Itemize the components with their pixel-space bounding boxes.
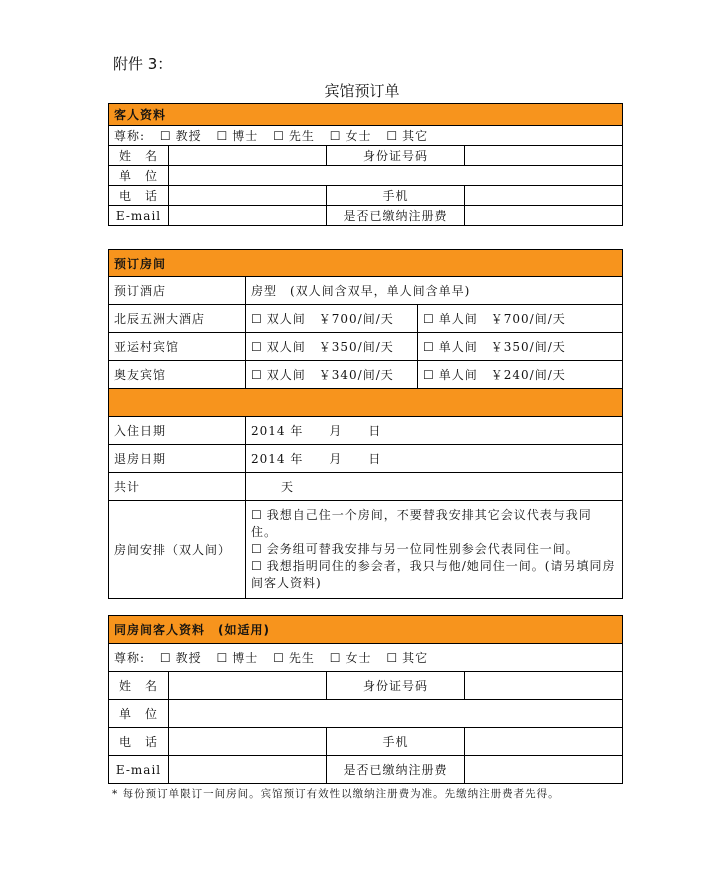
section-divider-bar xyxy=(109,389,623,417)
salutation-other-checkbox[interactable]: ☐ 其它 xyxy=(386,651,428,665)
fee-paid-field[interactable] xyxy=(465,206,623,226)
mobile-label: 手机 xyxy=(327,186,465,206)
attachment-label: 附件 3： xyxy=(113,55,173,73)
roommate-info-header: 同房间客人资料 (如适用) xyxy=(109,616,623,644)
roommate-salutation-row xyxy=(109,644,623,672)
salutation-doctor-checkbox[interactable]: ☐ 博士 xyxy=(216,651,258,665)
checkout-date-field[interactable]: 2014 年 月 日 xyxy=(246,445,623,473)
room-arrangement-options xyxy=(246,501,623,599)
single-room-checkbox[interactable]: ☐ 单人间 ￥240/间/天 xyxy=(423,368,566,382)
salutation-doctor-checkbox[interactable]: ☐ 博士 xyxy=(216,129,258,143)
organization-label: 单 位 xyxy=(109,166,169,186)
phone-field[interactable] xyxy=(169,186,327,206)
double-room-checkbox[interactable]: ☐ 双人间 ￥340/间/天 xyxy=(251,368,394,382)
booking-header: 预订房间 xyxy=(109,250,623,277)
salutation-ms-checkbox[interactable]: ☐ 女士 xyxy=(330,129,372,143)
room-type-column-label: 房型 (双人间含双早，单人间含单早) xyxy=(246,277,623,305)
guest-info-table xyxy=(108,103,623,226)
email-label: E-mail xyxy=(109,206,169,226)
roommate-mobile-field[interactable] xyxy=(465,728,623,756)
roommate-name-field[interactable] xyxy=(169,672,327,700)
roommate-fee-paid-field[interactable] xyxy=(465,756,623,784)
fee-paid-label: 是否已缴纳注册费 xyxy=(327,206,465,226)
single-room-checkbox[interactable]: ☐ 单人间 ￥350/间/天 xyxy=(423,340,566,354)
checkin-label: 入住日期 xyxy=(109,417,246,445)
single-room-checkbox[interactable]: ☐ 单人间 ￥700/间/天 xyxy=(423,312,566,326)
roommate-phone-label: 电 话 xyxy=(109,728,169,756)
roommate-id-number-label: 身份证号码 xyxy=(327,672,465,700)
roommate-id-number-field[interactable] xyxy=(465,672,623,700)
roommate-fee-paid-label: 是否已缴纳注册费 xyxy=(327,756,465,784)
arrangement-option-specified[interactable]: ☐ 我想指明同住的参会者，我只与他/她同住一间。(请另填同房间客人资料) xyxy=(251,558,617,592)
roommate-email-field[interactable] xyxy=(169,756,327,784)
email-field[interactable] xyxy=(169,206,327,226)
footnote: * 每份预订单限订一间房间。宾馆预订有效性以缴纳注册费为准。先缴纳注册费者先得。 xyxy=(112,788,560,800)
phone-label: 电 话 xyxy=(109,186,169,206)
hotel-name: 亚运村宾馆 xyxy=(109,333,246,361)
hotel-name: 北辰五洲大酒店 xyxy=(109,305,246,333)
salutation-ms-checkbox[interactable]: ☐ 女士 xyxy=(330,651,372,665)
organization-field[interactable] xyxy=(169,166,623,186)
salutation-mr-checkbox[interactable]: ☐ 先生 xyxy=(273,651,315,665)
salutation-label: 尊称: xyxy=(114,129,146,143)
hotel-column-label: 预订酒店 xyxy=(109,277,246,305)
room-arrangement-label: 房间安排（双人间） xyxy=(109,501,246,599)
name-label: 姓 名 xyxy=(109,146,169,166)
roommate-organization-label: 单 位 xyxy=(109,700,169,728)
checkin-date-field[interactable]: 2014 年 月 日 xyxy=(246,417,623,445)
form-title: 宾馆预订单 xyxy=(324,82,400,100)
total-label: 共计 xyxy=(109,473,246,501)
checkout-label: 退房日期 xyxy=(109,445,246,473)
booking-table xyxy=(108,249,623,599)
salutation-mr-checkbox[interactable]: ☐ 先生 xyxy=(273,129,315,143)
roommate-mobile-label: 手机 xyxy=(327,728,465,756)
arrangement-option-assigned[interactable]: ☐ 会务组可替我安排与另一位同性别参会代表同住一间。 xyxy=(251,541,617,558)
id-number-label: 身份证号码 xyxy=(327,146,465,166)
roommate-name-label: 姓 名 xyxy=(109,672,169,700)
salutation-label: 尊称: xyxy=(114,651,146,665)
salutation-professor-checkbox[interactable]: ☐ 教授 xyxy=(160,129,202,143)
hotel-name: 奥友宾馆 xyxy=(109,361,246,389)
salutation-professor-checkbox[interactable]: ☐ 教授 xyxy=(160,651,202,665)
total-days-field[interactable]: 天 xyxy=(246,473,623,501)
salutation-other-checkbox[interactable]: ☐ 其它 xyxy=(386,129,428,143)
roommate-phone-field[interactable] xyxy=(169,728,327,756)
arrangement-option-alone[interactable]: ☐ 我想自己住一个房间，不要替我安排其它会议代表与我同住。 xyxy=(251,507,617,541)
roommate-info-table xyxy=(108,615,623,784)
roommate-email-label: E-mail xyxy=(109,756,169,784)
mobile-field[interactable] xyxy=(465,186,623,206)
double-room-checkbox[interactable]: ☐ 双人间 ￥700/间/天 xyxy=(251,312,394,326)
guest-info-header: 客人资料 xyxy=(109,104,623,126)
double-room-checkbox[interactable]: ☐ 双人间 ￥350/间/天 xyxy=(251,340,394,354)
name-field[interactable] xyxy=(169,146,327,166)
salutation-row xyxy=(109,126,623,146)
roommate-organization-field[interactable] xyxy=(169,700,623,728)
id-number-field[interactable] xyxy=(465,146,623,166)
